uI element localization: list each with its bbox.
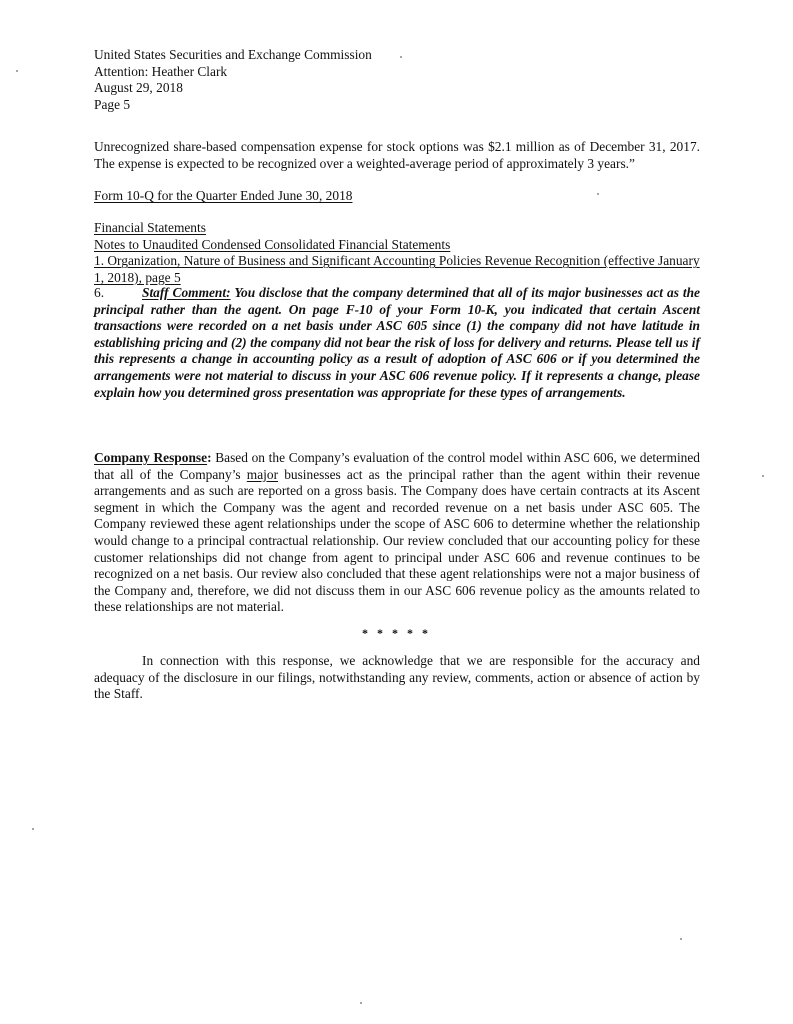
notes-heading: Notes to Unaudited Condensed Consolidated Financial Statements xyxy=(94,236,451,252)
attention-line: Attention: Heather Clark xyxy=(94,63,228,79)
company-response xyxy=(94,450,700,616)
scan-speck xyxy=(32,828,34,830)
letter-header xyxy=(94,47,700,113)
intro-paragraph: Unrecognized share-based compensation expense for stock options was $2.1 million as of December 31, 2017. The expense is expected to be recognized over a weighted-average period of approximately 3 years.” xyxy=(94,139,700,171)
form-heading: Form 10-Q for the Quarter Ended June 30, 2018 xyxy=(94,188,353,203)
company-response-label: Company Response xyxy=(94,450,208,465)
major-word: major xyxy=(246,466,279,482)
scan-speck xyxy=(762,475,764,477)
scan-speck xyxy=(16,70,18,72)
page-number: Page 5 xyxy=(94,96,131,112)
company-response-colon: : xyxy=(207,450,212,465)
scan-speck xyxy=(597,193,599,195)
addressee: United States Securities and Exchange Commission xyxy=(94,47,372,62)
staff-comment-label: Staff Comment: xyxy=(142,285,231,300)
staff-comment xyxy=(94,285,700,401)
financial-statements-heading: Financial Statements xyxy=(94,220,206,235)
organization-heading: 1. Organization, Nature of Business and Significant Accounting Policies Revenue Recognition (effective January 1, 2018), page 5 xyxy=(94,253,700,285)
company-response-text-2: businesses act as the principal rather than the agent within their revenue arrangements and as such are reported on a gross basis. The Company does have certain contracts at its Ascent segment in which the Company was the agent and recorded revenue on a net basis under ASC 605. The Company reviewed these agent relationships under the scope of ASC 606 to determine whether the relationship would change to a principal contractual relationship. Our review concluded that our accounting policy for these customer relationships did not change from agent to principal under ASC 606 and revenue continues to be recognized on a net basis. Our review also concluded that these agent relationships were not a major business of the Company and, therefore, we did not discuss them in our ASC 606 revenue policy as the amounts related to these relationships are not material. xyxy=(94,466,700,615)
company-response-text-1: Based on the Company’s evaluation of the control model within ASC 606, we determined that all of the Company’s xyxy=(94,450,700,482)
closing-paragraph: In connection with this response, we acknowledge that we are responsible for the accuracy and adequacy of the disclosure in our filings, notwithstanding any review, comments, action or absence of action by the Staff. xyxy=(94,653,700,702)
scan-speck xyxy=(360,1002,362,1004)
staff-comment-text: You disclose that the company determined that all of its major businesses act as the principal rather than the agent. On page F-10 of your Form 10-K, you indicated that certain Ascent transactions were recorded on a net basis under ASC 605 since (1) the company did not have latitude in establishing pricing and (2) the company did not bear the risk of loss for delivery and returns. Please tell us if this represents a change in accounting policy as a result of adoption of ASC 606 or if you determined the arrangements were not material to discuss in your ASC 606 revenue policy. If it represents a change, please explain how you determined gross presentation was appropriate for these types of arrangements. xyxy=(94,285,701,400)
section-headings xyxy=(94,220,700,286)
scan-speck xyxy=(680,938,682,940)
comment-number: 6. xyxy=(94,285,105,300)
section-separator: * * * * * xyxy=(362,626,431,640)
form-heading-wrap xyxy=(94,188,700,205)
letter-date: August 29, 2018 xyxy=(94,80,183,96)
scan-speck xyxy=(400,56,402,58)
